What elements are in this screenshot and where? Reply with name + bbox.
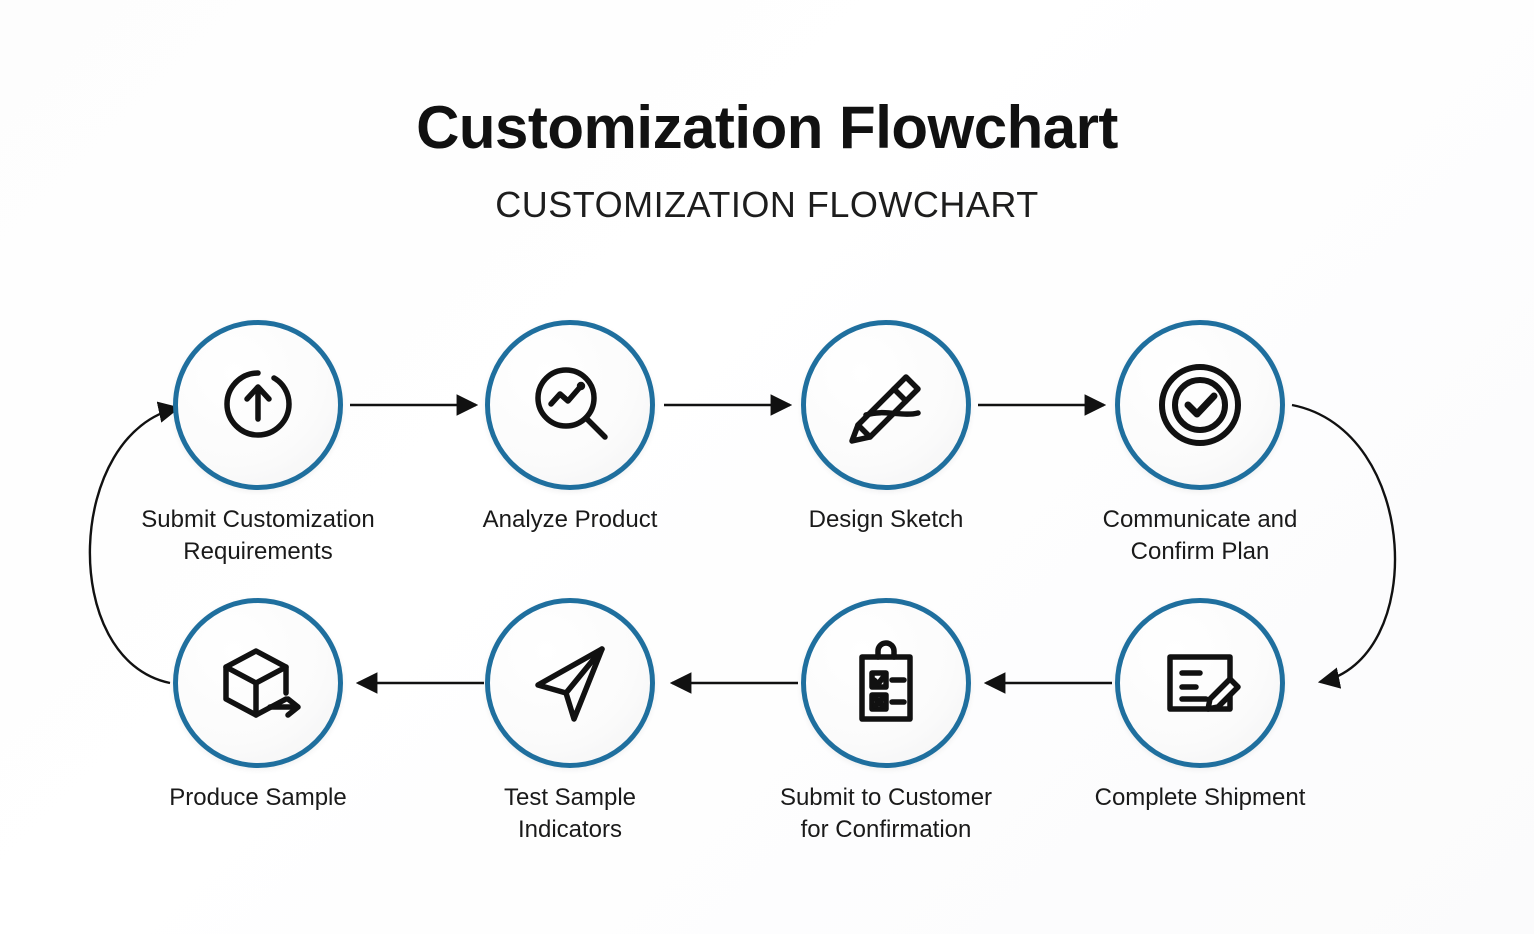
flow-step-design-sketch[interactable] [766,320,1006,536]
flow-step-analyze-product[interactable] [450,320,690,536]
pencil-sketch-icon [836,355,936,455]
flow-step-submit-to-customer-for-confirmation[interactable] [766,598,1006,845]
magnifier-chart-icon [521,356,619,454]
step-label: Submit to Customer for Confirmation [779,784,993,843]
flow-step-produce-sample[interactable] [138,598,378,814]
flow-step-submit-customization-requirements[interactable] [138,320,378,567]
step-circle [801,598,971,768]
step-label: Submit Customization Requirements [141,506,375,565]
step-circle [485,320,655,490]
step-label: Communicate and Confirm Plan [1102,506,1298,565]
page-title: Customization Flowchart [416,94,1118,161]
page-subtitle: CUSTOMIZATION FLOWCHART [495,184,1039,225]
step-circle [1115,320,1285,490]
flow-step-complete-shipment[interactable] [1080,598,1320,814]
upload-circle-icon [210,357,306,453]
step-circle [485,598,655,768]
box-arrow-icon [208,633,308,733]
step-circle [173,320,343,490]
step-label: Test Sample Indicators [503,784,637,843]
clipboard-checklist-icon [838,635,934,731]
document-edit-icon [1150,633,1250,733]
step-circle [173,598,343,768]
step-label: Complete Shipment [1094,784,1306,811]
flow-step-test-sample-indicators[interactable] [450,598,690,845]
paper-plane-icon [522,635,618,731]
step-label: Analyze Product [482,506,658,533]
step-circle [801,320,971,490]
flow-step-communicate-and-confirm-plan[interactable] [1080,320,1320,567]
step-label: Design Sketch [808,506,964,533]
step-label: Produce Sample [169,784,347,811]
check-circle-icon [1148,353,1252,457]
step-circle [1115,598,1285,768]
